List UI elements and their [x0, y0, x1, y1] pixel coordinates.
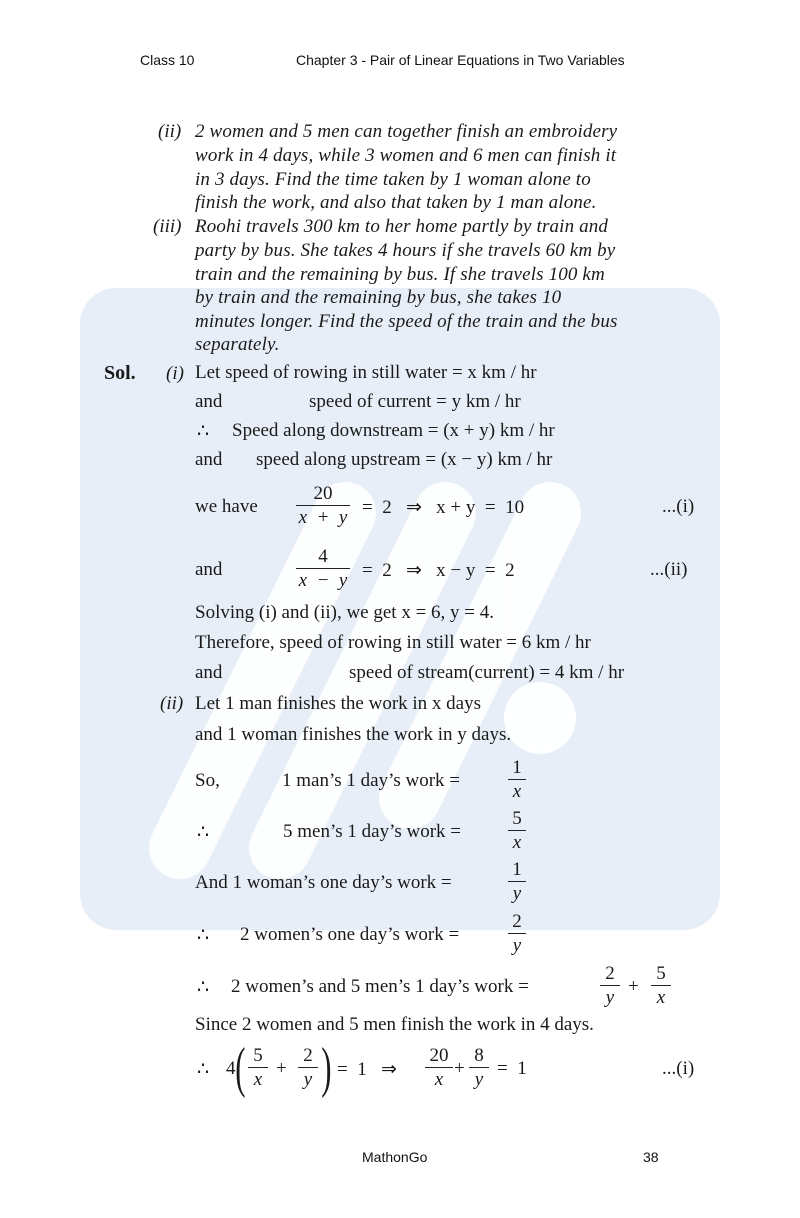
w1-fraction — [508, 757, 526, 804]
final-fraction-c — [425, 1045, 453, 1092]
w1-numerator: 1 — [512, 757, 522, 778]
eq1-tag: ...(i) — [662, 496, 695, 517]
w5-plus: + — [628, 976, 639, 997]
final-plus-2: + — [454, 1058, 465, 1079]
question-ii-line-3: in 3 days. Find the time taken by 1 woman alone to — [195, 169, 591, 190]
final-c-denominator: x — [434, 1069, 444, 1090]
question-ii-line-2: work in 4 days, while 3 women and 6 men can finish it — [195, 145, 617, 166]
final-b-denominator: y — [303, 1069, 313, 1090]
final-fraction-b — [298, 1045, 318, 1092]
w2-fraction — [508, 808, 526, 855]
solution-heading: Sol. — [104, 362, 136, 384]
solution-part-ii-label: (ii) — [160, 693, 184, 714]
w4-text: 2 women’s one day’s work = — [240, 924, 460, 945]
w5-fraction-1 — [600, 963, 620, 1010]
w1-text: 1 man’s 1 day’s work = — [282, 770, 461, 791]
w3-text: And 1 woman’s one day’s work = — [195, 872, 452, 893]
solution-ii-line-2: and 1 woman finishes the work in y days. — [195, 724, 512, 745]
final-prefix: ∴ — [197, 1059, 210, 1080]
final-equals: = 1 ⇒ — [337, 1059, 397, 1080]
solving-line: Solving (i) and (ii), we get x = 6, y = 4. — [195, 602, 494, 623]
w4-numerator: 2 — [512, 911, 522, 932]
stream-speed-line: speed of stream(current) = 4 km / hr — [349, 662, 625, 683]
solution-i-line-3: Speed along downstream = (x + y) km / hr — [232, 420, 555, 441]
page-number: 38 — [643, 1149, 659, 1165]
final-coef: 4 — [226, 1058, 236, 1079]
eq1-numerator: 20 — [313, 483, 333, 504]
final-a-denominator: x — [253, 1069, 263, 1090]
w5-fraction-2 — [651, 963, 671, 1010]
final-fraction-a — [248, 1045, 268, 1092]
left-paren: ( — [235, 1037, 246, 1099]
w4-denominator: y — [512, 935, 522, 956]
solution-i-line-4-and: and — [195, 449, 223, 470]
final-d-denominator: y — [474, 1069, 484, 1090]
eq1-fraction — [296, 483, 350, 530]
w5-f1-denominator: y — [605, 987, 615, 1008]
final-b-numerator: 2 — [303, 1045, 313, 1066]
therefore-line: Therefore, speed of rowing in still water = 6 km / hr — [195, 632, 591, 653]
question-label-ii: (ii) — [158, 121, 182, 142]
eq1-prefix: we have — [195, 496, 258, 517]
final-plus: + — [276, 1058, 287, 1079]
w3-denominator: y — [512, 883, 522, 904]
solution-ii-line-1: Let 1 man finishes the work in x days — [195, 693, 482, 714]
eq2-numerator: 4 — [318, 546, 328, 567]
stream-and: and — [195, 662, 223, 683]
w1-prefix: So, — [195, 770, 220, 791]
w5-f2-numerator: 5 — [656, 963, 666, 984]
final-c-numerator: 20 — [429, 1045, 449, 1066]
therefore-symbol: ∴ — [197, 421, 210, 442]
class-label: Class 10 — [140, 52, 195, 68]
eq2-tag: ...(ii) — [650, 559, 688, 580]
solution-i-line-2-and: and — [195, 391, 223, 412]
question-iii-line-1: Roohi travels 300 km to her home partly by train and — [195, 216, 609, 237]
eq2-prefix: and — [195, 559, 223, 580]
w1-denominator: x — [512, 781, 522, 802]
question-ii-line-4: finish the work, and also that taken by 1 man alone. — [195, 192, 597, 213]
question-iii-line-5: minutes longer. Find the speed of the train and the bus — [195, 311, 618, 332]
final-d-numerator: 8 — [474, 1045, 484, 1066]
solution-part-i-label: (i) — [166, 363, 184, 384]
footer-brand: MathonGo — [362, 1149, 428, 1165]
w2-numerator: 5 — [512, 808, 522, 829]
eq2-fraction — [296, 546, 350, 593]
w5-text: 2 women’s and 5 men’s 1 day’s work = — [231, 976, 529, 997]
solution-i-line-1: Let speed of rowing in still water = x km / hr — [195, 362, 537, 383]
chapter-title: Chapter 3 - Pair of Linear Equations in Two Variables — [296, 52, 625, 68]
solution-i-line-2: speed of current = y km / hr — [309, 391, 521, 412]
question-iii-line-3: train and the remaining by bus. If she travels 100 km — [195, 264, 605, 285]
w5-f1-numerator: 2 — [605, 963, 615, 984]
right-paren: ) — [321, 1037, 332, 1099]
w3-numerator: 1 — [512, 859, 522, 880]
w2-text: 5 men’s 1 day’s work = — [283, 821, 462, 842]
eq1-rhs: = 2 ⇒ x + y = 10 — [362, 497, 525, 518]
since-line: Since 2 women and 5 men finish the work in 4 days. — [195, 1014, 594, 1035]
eq2-denominator: x − y — [298, 570, 348, 591]
w3-fraction — [508, 859, 526, 906]
question-ii-line-1: 2 women and 5 men can together finish an embroidery — [195, 121, 618, 142]
solution-i-line-4: speed along upstream = (x − y) km / hr — [256, 449, 553, 470]
question-label-iii: (iii) — [153, 216, 182, 237]
final-equals-2: = 1 — [497, 1058, 527, 1079]
w4-fraction — [508, 911, 526, 958]
question-iii-line-2: party by bus. She takes 4 hours if she travels 60 km by — [195, 240, 616, 261]
w2-prefix: ∴ — [197, 822, 210, 843]
w5-prefix: ∴ — [197, 977, 210, 998]
w2-denominator: x — [512, 832, 522, 853]
final-tag: ...(i) — [662, 1058, 695, 1079]
eq2-rhs: = 2 ⇒ x − y = 2 — [362, 560, 515, 581]
final-a-numerator: 5 — [253, 1045, 263, 1066]
eq1-denominator: x + y — [298, 507, 348, 528]
question-iii-line-6: separately. — [195, 334, 280, 355]
w5-f2-denominator: x — [656, 987, 666, 1008]
final-fraction-d — [469, 1045, 489, 1092]
question-iii-line-4: by train and the remaining by bus, she takes 10 — [195, 287, 562, 308]
w4-prefix: ∴ — [197, 925, 210, 946]
